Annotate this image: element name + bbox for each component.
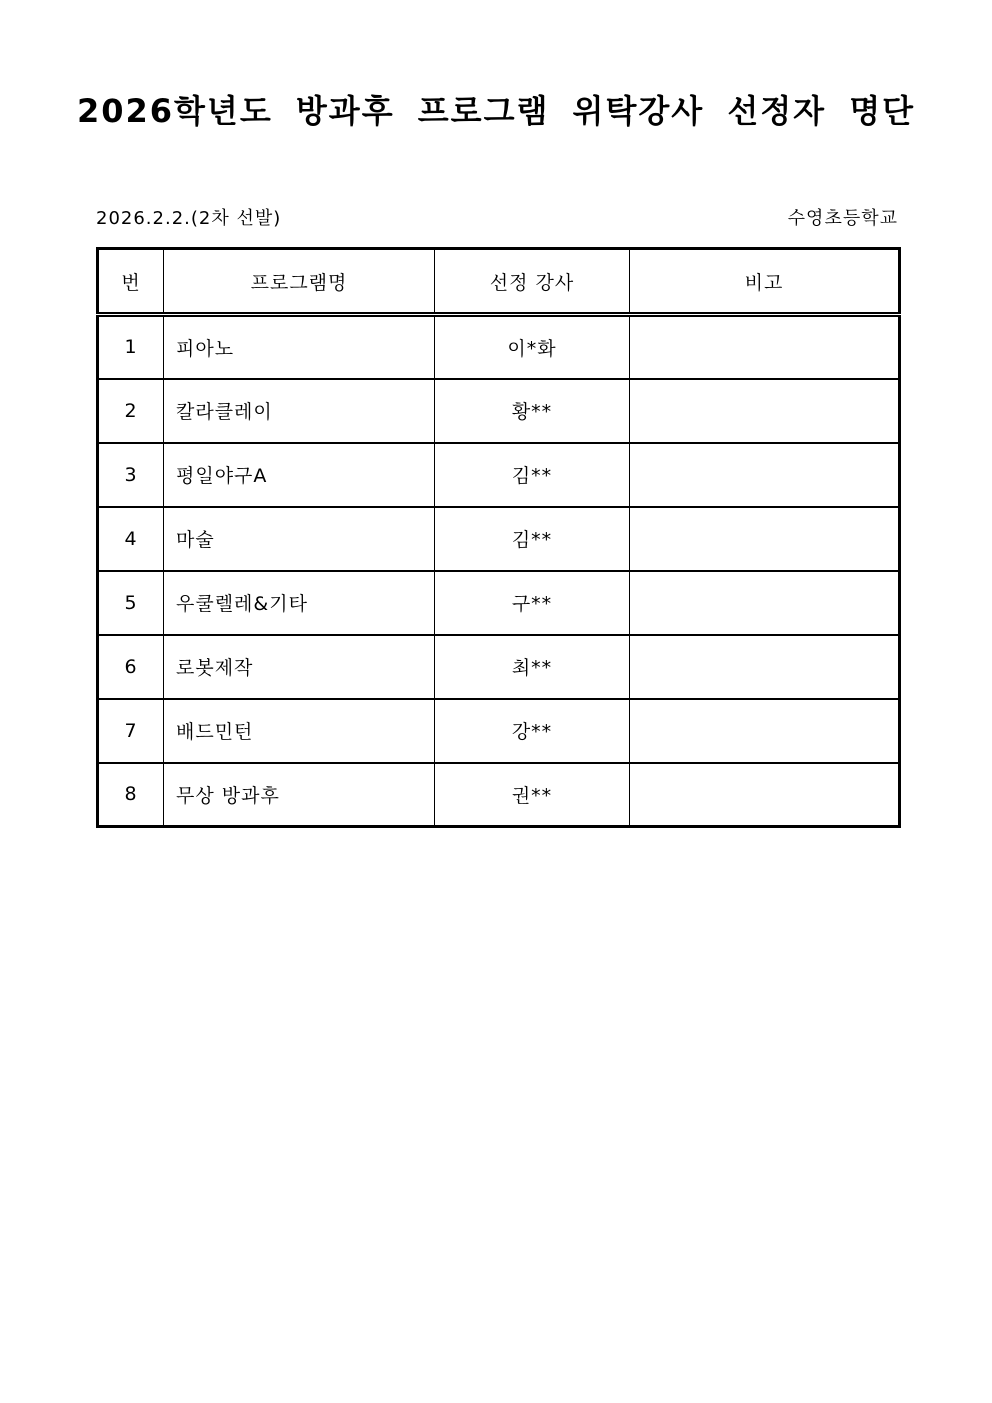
program-name-cell: 우쿨렐레&기타 [164,571,435,635]
table-row [98,443,900,507]
program-name-cell: 마술 [164,507,435,571]
remark-cell [630,315,900,379]
program-name-cell: 배드민턴 [164,699,435,763]
program-name-cell: 칼라클레이 [164,379,435,443]
row-number-cell: 5 [98,571,164,635]
header-cell-remark: 비고 [630,249,900,315]
program-name-cell: 피아노 [164,315,435,379]
row-number-cell: 3 [98,443,164,507]
row-number-cell: 1 [98,315,164,379]
row-number-cell: 7 [98,699,164,763]
school-name-text: 수영초등학교 [787,208,898,229]
instructor-name-cell: 이*화 [435,315,630,379]
table-row [98,763,900,827]
table-row [98,315,900,379]
document-title: 2026학년도 방과후 프로그램 위탁강사 선정자 명단 [76,92,916,130]
instructor-name-cell: 강** [435,699,630,763]
instructor-name-cell: 구** [435,571,630,635]
table-row [98,699,900,763]
instructor-name-cell: 권** [435,763,630,827]
instructor-name-cell: 김** [435,507,630,571]
row-number-cell: 8 [98,763,164,827]
remark-cell [630,379,900,443]
header-cell-program: 프로그램명 [164,249,435,315]
remark-cell [630,635,900,699]
row-number-cell: 2 [98,379,164,443]
table-row [98,379,900,443]
info-row [96,204,898,230]
table-row [98,635,900,699]
remark-cell [630,699,900,763]
remark-cell [630,763,900,827]
programs-table [96,247,901,828]
program-name-cell: 평일야구A [164,443,435,507]
table-header-row [98,249,900,315]
header-cell-no: 번 [98,249,164,315]
remark-cell [630,443,900,507]
row-number-cell: 4 [98,507,164,571]
instructor-name-cell: 김** [435,443,630,507]
instructor-name-cell: 최** [435,635,630,699]
header-cell-instructor: 선정 강사 [435,249,630,315]
program-name-cell: 로봇제작 [164,635,435,699]
table-row [98,507,900,571]
row-number-cell: 6 [98,635,164,699]
remark-cell [630,571,900,635]
selection-date-text: 2026.2.2.(2차 선발) [96,208,282,229]
remark-cell [630,507,900,571]
program-name-cell: 무상 방과후 [164,763,435,827]
table-row [98,571,900,635]
instructor-name-cell: 황** [435,379,630,443]
